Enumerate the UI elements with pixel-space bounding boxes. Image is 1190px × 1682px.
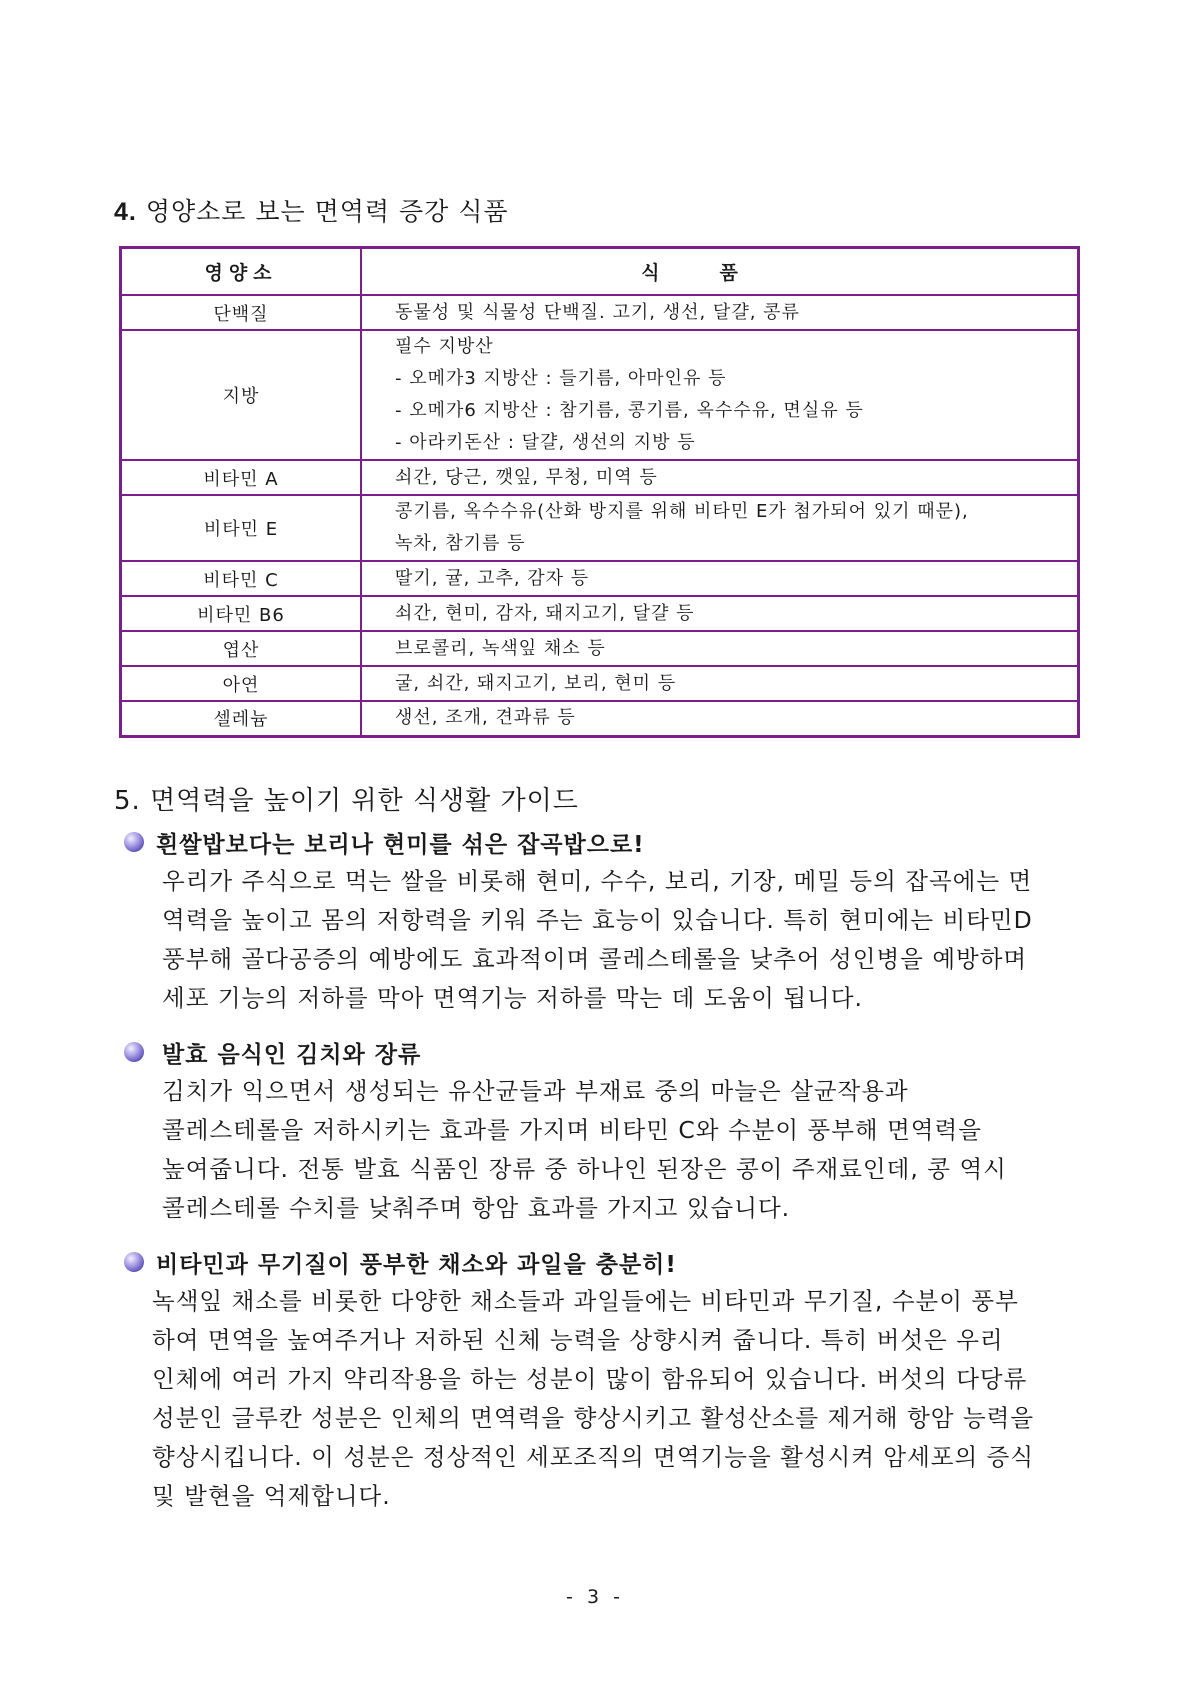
food-line: 생선, 조개, 견과류 등 — [395, 707, 576, 729]
paragraph-line: 및 발현을 억제합니다. — [152, 1482, 391, 1510]
paragraph-line: 높여줍니다. 전통 발효 식품인 장류 중 하나인 된장은 콩이 주재료인데, 콩 역시 — [162, 1155, 1007, 1183]
nutrient-cell: 셀레늄 — [121, 701, 362, 736]
guide-heading-text: 흰쌀밥보다는 보리나 현미를 섞은 잡곡밥으로! — [156, 831, 645, 858]
food-cell — [361, 330, 1079, 460]
nutrient-cell: 아연 — [121, 666, 362, 701]
food-line: 굴, 쇠간, 돼지고기, 보리, 현미 등 — [395, 672, 677, 694]
food-cell — [361, 460, 1079, 495]
section-5-heading: 5. 면역력을 높이기 위한 식생활 가이드 — [114, 786, 579, 816]
table-row — [121, 666, 1079, 701]
section-4-heading — [114, 192, 509, 228]
food-line: 브로콜리, 녹색잎 채소 등 — [395, 637, 606, 659]
food-line: 딸기, 귤, 고추, 감자 등 — [395, 567, 590, 589]
paragraph-line: 콜레스테롤을 저하시키는 효과를 가지며 비타민 C와 수분이 풍부해 면역력을 — [162, 1116, 982, 1144]
paragraph-line: 인체에 여러 가지 약리작용을 하는 성분이 많이 함유되어 있습니다. 버섯의 다당류 — [152, 1365, 1028, 1393]
table-header-row — [121, 248, 1079, 296]
food-line: 녹차, 참기름 등 — [395, 533, 526, 554]
guide-heading — [124, 1242, 1084, 1282]
paragraph-line: 우리가 주식으로 먹는 쌀을 비롯해 현미, 수수, 보리, 기장, 메밀 등의 잡곡에는 면 — [162, 867, 1033, 895]
food-line: 콩기름, 옥수수유(산화 방지를 위해 비타민 E가 첨가되어 있기 때문), — [395, 501, 969, 522]
nutrient-cell: 비타민 B6 — [121, 596, 362, 631]
table-row — [121, 295, 1079, 330]
guide-heading-text: 발효 음식인 김치와 장류 — [162, 1041, 422, 1068]
paragraph-line: 녹색잎 채소를 비롯한 다양한 채소들과 과일들에는 비타민과 무기질, 수분이 풍부 — [152, 1287, 1019, 1315]
food-cell — [361, 295, 1079, 330]
bullet-icon — [124, 832, 144, 852]
paragraph-line: 성분인 글루칸 성분은 인체의 면역력을 향상시키고 활성산소를 제거해 항암 능력을 — [152, 1404, 1035, 1432]
bullet-icon — [124, 1042, 144, 1062]
nutrient-cell: 엽산 — [121, 631, 362, 666]
food-cell — [361, 701, 1079, 736]
table-row — [121, 701, 1079, 736]
guide-paragraph — [124, 1072, 1084, 1228]
table-row — [121, 495, 1079, 561]
food-line: 필수 지방산 — [395, 336, 494, 357]
guide-heading-text: 비타민과 무기질이 풍부한 채소와 과일을 충분히! — [156, 1251, 677, 1278]
food-line: - 오메가3 지방산 : 들기름, 아마인유 등 — [395, 368, 727, 389]
guide-item-grains — [124, 822, 1084, 1018]
nutrient-food-table — [119, 246, 1080, 738]
header-nutrient: 영양소 — [121, 248, 362, 296]
paragraph-line: 하여 면역을 높여주거나 저하된 신체 능력을 상향시켜 줍니다. 특히 버섯은 우리 — [152, 1326, 1004, 1354]
food-line: 쇠간, 당근, 깻잎, 무청, 미역 등 — [395, 466, 658, 488]
guide-heading — [124, 822, 1084, 862]
food-cell — [361, 631, 1079, 666]
table-row — [121, 330, 1079, 460]
table-row — [121, 460, 1079, 495]
food-cell — [361, 561, 1079, 596]
paragraph-line: 김치가 익으면서 생성되는 유산균들과 부재료 중의 마늘은 살균작용과 — [162, 1077, 909, 1105]
food-line: - 오메가6 지방산 : 참기름, 콩기름, 옥수수유, 면실유 등 — [395, 400, 864, 421]
nutrient-cell: 비타민 E — [121, 495, 362, 561]
food-cell — [361, 666, 1079, 701]
paragraph-line: 세포 기능의 저하를 막아 면역기능 저하를 막는 데 도움이 됩니다. — [162, 984, 863, 1012]
paragraph-line: 풍부해 골다공증의 예방에도 효과적이며 콜레스테롤을 낮추어 성인병을 예방하며 — [162, 945, 1028, 973]
guide-item-vegetables — [124, 1242, 1084, 1516]
page-number: - 3 - — [566, 1586, 624, 1608]
guide-paragraph — [124, 862, 1084, 1018]
nutrient-cell: 단백질 — [121, 295, 362, 330]
food-line: - 아라키돈산 : 달걀, 생선의 지방 등 — [395, 432, 696, 453]
section-4-title: 영양소로 보는 면역력 증강 식품 — [145, 197, 509, 226]
table-row — [121, 631, 1079, 666]
guide-heading — [124, 1032, 1084, 1072]
paragraph-line: 향상시킵니다. 이 성분은 정상적인 세포조직의 면역기능을 활성시켜 암세포의 증식 — [152, 1443, 1035, 1471]
table-row — [121, 561, 1079, 596]
guide-paragraph — [124, 1282, 1084, 1516]
food-line: 쇠간, 현미, 감자, 돼지고기, 달걀 등 — [395, 602, 695, 624]
nutrient-cell: 지방 — [121, 330, 362, 460]
food-cell — [361, 495, 1079, 561]
paragraph-line: 콜레스테롤 수치를 낮춰주며 항암 효과를 가지고 있습니다. — [162, 1194, 791, 1222]
table-row — [121, 596, 1079, 631]
section-4-number: 4. — [114, 198, 137, 226]
food-cell — [361, 596, 1079, 631]
nutrient-cell: 비타민 C — [121, 561, 362, 596]
paragraph-line: 역력을 높이고 몸의 저항력을 키워 주는 효능이 있습니다. 특히 현미에는 비타민D — [162, 906, 1033, 934]
nutrient-cell: 비타민 A — [121, 460, 362, 495]
header-food: 식품 — [361, 248, 1079, 296]
bullet-icon — [124, 1252, 144, 1272]
guide-item-fermented — [124, 1032, 1084, 1228]
food-line: 동물성 및 식물성 단백질. 고기, 생선, 달걀, 콩류 — [395, 301, 800, 323]
